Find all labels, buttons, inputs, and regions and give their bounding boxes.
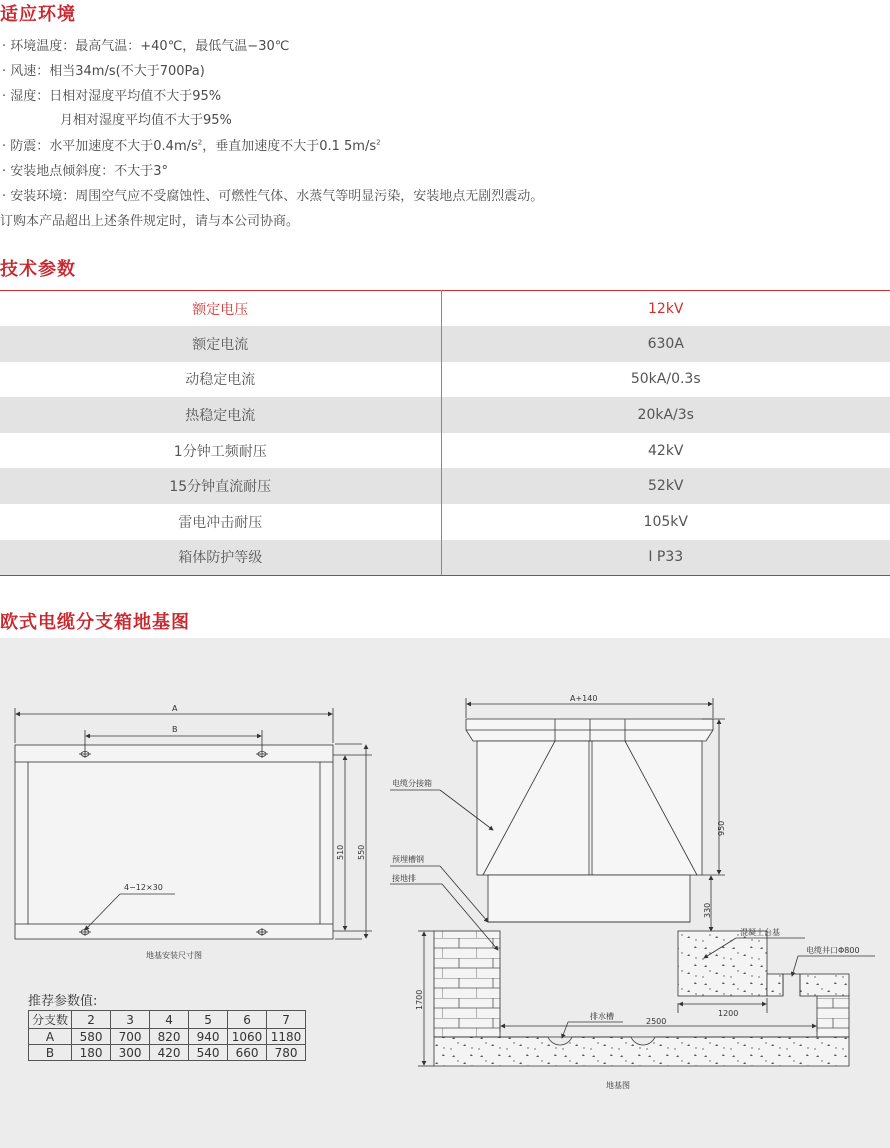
- dim-1200-label: 1200: [718, 1009, 739, 1018]
- spec-name: 15分钟直流耐压: [0, 468, 441, 504]
- recommend-cell: 580: [72, 1029, 111, 1045]
- label-cable-box: 电缆分接箱: [392, 779, 432, 788]
- spec-row: [0, 468, 890, 504]
- spec-value: 105kV: [643, 513, 688, 530]
- spec-row: [0, 362, 890, 398]
- recommend-cell: 940: [189, 1029, 228, 1045]
- spec-row: [0, 433, 890, 469]
- spec-value: 42kV: [648, 442, 684, 459]
- recommend-cell: 1180: [267, 1029, 306, 1045]
- spec-row: [0, 397, 890, 433]
- spec-value: 50kA/0.3s: [630, 371, 701, 388]
- recommend-cell: 820: [150, 1029, 189, 1045]
- spec-value: 630A: [441, 326, 890, 362]
- label-drain: 排水槽: [590, 1012, 614, 1021]
- recommend-cell: 180: [72, 1045, 111, 1061]
- recommend-cell: 420: [150, 1045, 189, 1061]
- env-wind: · 风速：相当34m/s(不大于700Pa): [2, 64, 205, 79]
- recommend-header-cell: 3: [111, 1011, 150, 1029]
- mounting-plan-caption: 地基安装尺寸图: [146, 951, 202, 960]
- recommend-header-cell: 7: [267, 1011, 306, 1029]
- recommend-row-b: [29, 1045, 306, 1061]
- env-seismic-sup-1: 2: [197, 138, 203, 147]
- env-humidity-month: 月相对湿度平均值不大于95%: [60, 113, 232, 128]
- spec-row: [0, 504, 890, 540]
- spec-name: 雷电冲击耐压: [0, 504, 441, 540]
- dim-b-label: B: [172, 725, 178, 734]
- dim-550-label: 550: [357, 844, 366, 860]
- spec-name: 热稳定电流: [0, 397, 441, 433]
- recommend-cell: A: [29, 1029, 72, 1045]
- dim-a-label: A: [172, 704, 178, 713]
- env-note: 订购本产品超出上述条件规定时，请与本公司协商。: [0, 214, 300, 229]
- spec-row: [0, 326, 890, 362]
- env-install: · 安装环境：周围空气应不受腐蚀性、可燃性气体、水蒸气等明显污染，安装地点无剧烈震动。: [2, 189, 544, 204]
- dim-a140-label: A+140: [570, 694, 598, 703]
- spec-value: I P33: [441, 540, 890, 576]
- env-temperature: · 环境温度：最高气温：+40℃，最低气温−30℃: [2, 39, 290, 54]
- dim-510-label: 510: [336, 844, 345, 860]
- recommend-header-cell: 4: [150, 1011, 189, 1029]
- env-seismic-vertical: ，垂直加速度不大于0.1 5m/s: [202, 139, 377, 154]
- dim-950-label: 950: [717, 820, 726, 836]
- holes-spec-label: 4−12×30: [124, 883, 163, 892]
- spec-name: 动稳定电流: [0, 362, 441, 398]
- foundation-drawing: [0, 638, 890, 1148]
- dim-1700-label: 1700: [415, 989, 424, 1010]
- foundation-caption: 地基图: [606, 1081, 630, 1090]
- spec-row: [0, 291, 890, 327]
- spec-name: 额定电压: [0, 291, 441, 327]
- recommend-row-a: [29, 1029, 306, 1045]
- env-seismic: [2, 135, 381, 154]
- spec-name: 1分钟工频耐压: [0, 433, 441, 469]
- recommend-header-cell: 分支数: [29, 1011, 72, 1029]
- recommend-cell: 1060: [228, 1029, 267, 1045]
- dim-330-label: 330: [703, 902, 712, 918]
- label-ground-bar: 接地排: [392, 874, 416, 883]
- mounting-plan-drawing: [15, 708, 372, 939]
- recommend-cell: 780: [267, 1045, 306, 1061]
- recommend-cell: 300: [111, 1045, 150, 1061]
- recommend-header-cell: 5: [189, 1011, 228, 1029]
- label-cable-well: 电缆井口Φ800: [806, 946, 860, 955]
- recommend-title: 推荐参数值:: [28, 994, 98, 1009]
- foundation-drawing-panel: [0, 638, 890, 1148]
- recommend-header-row: [29, 1011, 306, 1029]
- dim-2500-label: 2500: [646, 1017, 667, 1026]
- env-tilt: · 安装地点倾斜度：不大于3°: [2, 164, 169, 179]
- label-embedded-channel: 预埋槽钢: [392, 855, 424, 864]
- recommend-cell: B: [29, 1045, 72, 1061]
- spec-row: [0, 540, 890, 576]
- spec-value: 52kV: [441, 468, 890, 504]
- section-title-foundation: 欧式电缆分支箱地基图: [0, 612, 190, 633]
- env-humidity-day: · 湿度：日相对湿度平均值不大于95%: [2, 89, 222, 104]
- spec-value: 20kA/3s: [441, 397, 890, 433]
- recommend-cell: 660: [228, 1045, 267, 1061]
- spec-table: [0, 290, 890, 576]
- recommend-header-cell: 6: [228, 1011, 267, 1029]
- section-title-environment: 适应环境: [0, 4, 76, 25]
- recommend-table: [28, 1010, 306, 1061]
- spec-value: 12kV: [441, 291, 890, 327]
- env-seismic-sup-2: 2: [376, 138, 381, 147]
- recommend-cell: 540: [189, 1045, 228, 1061]
- spec-name: 箱体防护等级: [0, 540, 441, 576]
- recommend-cell: 700: [111, 1029, 150, 1045]
- section-title-tech-params: 技术参数: [0, 259, 76, 280]
- env-seismic-horizontal: · 防震：水平加速度不大于0.4m/s: [2, 139, 198, 154]
- spec-name: 额定电流: [0, 326, 441, 362]
- foundation-section-drawing: [390, 698, 875, 1066]
- label-concrete-base: 混凝土台基: [740, 928, 780, 937]
- recommend-header-cell: 2: [72, 1011, 111, 1029]
